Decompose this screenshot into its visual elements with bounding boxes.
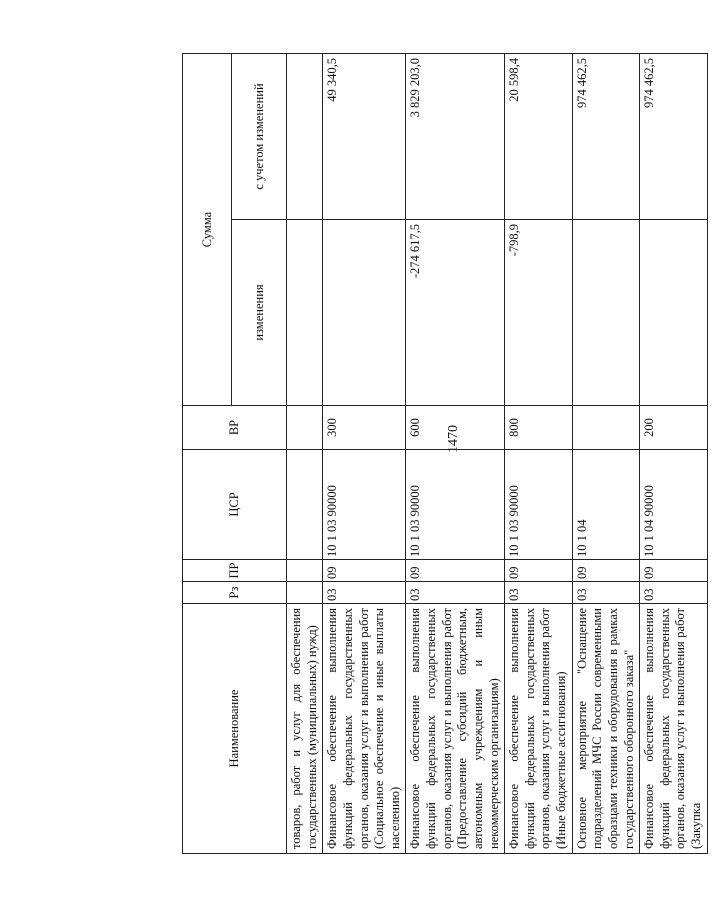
row-rz <box>287 582 323 604</box>
row-pr: 09 <box>572 560 640 582</box>
row-vr: 800 <box>505 406 573 450</box>
row-name: Финансовое обеспечение выполнения функций федеральных государственных органов, оказания услуг и выполнения работ (Иные бюджетные ассигнования) <box>505 604 573 854</box>
row-rz: 03 <box>505 582 573 604</box>
row-pr: 09 <box>406 560 505 582</box>
row-change <box>287 220 323 406</box>
row-csr: 10 1 03 90000 <box>406 450 505 560</box>
row-rz: 03 <box>572 582 640 604</box>
table-row <box>406 54 505 854</box>
table-row <box>323 54 406 854</box>
row-pr: 09 <box>323 560 406 582</box>
row-name: товаров, работ и услуг для обеспечения государственных (муниципальных) нужд) <box>287 604 323 854</box>
budget-table-rotated <box>182 54 722 854</box>
row-name: Финансовое обеспечение выполнения функций федеральных государственных органов, оказания услуг и выполнения работ (Предоставление субсидий бюджетным, автономным учреждениям и иным некоммерческим организациям) <box>406 604 505 854</box>
row-change <box>640 220 708 406</box>
row-pr: 09 <box>640 560 708 582</box>
header-vr: ВР <box>183 406 287 450</box>
row-name: Финансовое обеспечение выполнения функций федеральных государственных органов, оказания услуг и выполнения работ (Социальное обеспечение и иные выплаты населению) <box>323 604 406 854</box>
row-with-change: 974 462,5 <box>572 54 640 220</box>
row-vr <box>572 406 640 450</box>
row-vr: 300 <box>323 406 406 450</box>
row-change <box>572 220 640 406</box>
row-name: Основное мероприятие "Оснащение подразделений МЧС России современными образцами техники и оборудования в рамках государственного оборонного заказа" <box>572 604 640 854</box>
row-csr: 10 1 04 <box>572 450 640 560</box>
row-name: Финансовое обеспечение выполнения функций федеральных государственных органов, оказания услуг и выполнения работ (Закупка <box>640 604 708 854</box>
row-vr <box>287 406 323 450</box>
header-change: изменения <box>232 220 287 406</box>
header-csr: ЦСР <box>183 450 287 560</box>
budget-table <box>182 53 708 854</box>
header-pr: ПР <box>183 560 287 582</box>
header-rz: Рз <box>183 582 287 604</box>
row-csr: 10 1 04 90000 <box>640 450 708 560</box>
row-change: -798,9 <box>505 220 573 406</box>
table-row <box>287 54 323 854</box>
row-with-change <box>287 54 323 220</box>
row-vr: 600 <box>406 406 505 450</box>
row-csr <box>287 450 323 560</box>
row-csr: 10 1 03 90000 <box>505 450 573 560</box>
header-name: Наименование <box>183 604 287 854</box>
row-rz: 03 <box>323 582 406 604</box>
row-rz: 03 <box>640 582 708 604</box>
page-number: 1470 <box>446 425 461 453</box>
row-change: -274 617,5 <box>406 220 505 406</box>
row-rz: 03 <box>406 582 505 604</box>
row-with-change: 49 340,5 <box>323 54 406 220</box>
table-header-row <box>183 54 232 854</box>
row-pr <box>287 560 323 582</box>
row-pr: 09 <box>505 560 573 582</box>
row-with-change: 974 462,5 <box>640 54 708 220</box>
header-with-change: с учетом изменений <box>232 54 287 220</box>
header-sum: Сумма <box>183 54 232 406</box>
table-row <box>572 54 640 854</box>
row-with-change: 20 598,4 <box>505 54 573 220</box>
table-row <box>505 54 573 854</box>
row-change <box>323 220 406 406</box>
row-with-change: 3 829 203,0 <box>406 54 505 220</box>
table-row <box>640 54 708 854</box>
row-csr: 10 1 03 90000 <box>323 450 406 560</box>
row-vr: 200 <box>640 406 708 450</box>
